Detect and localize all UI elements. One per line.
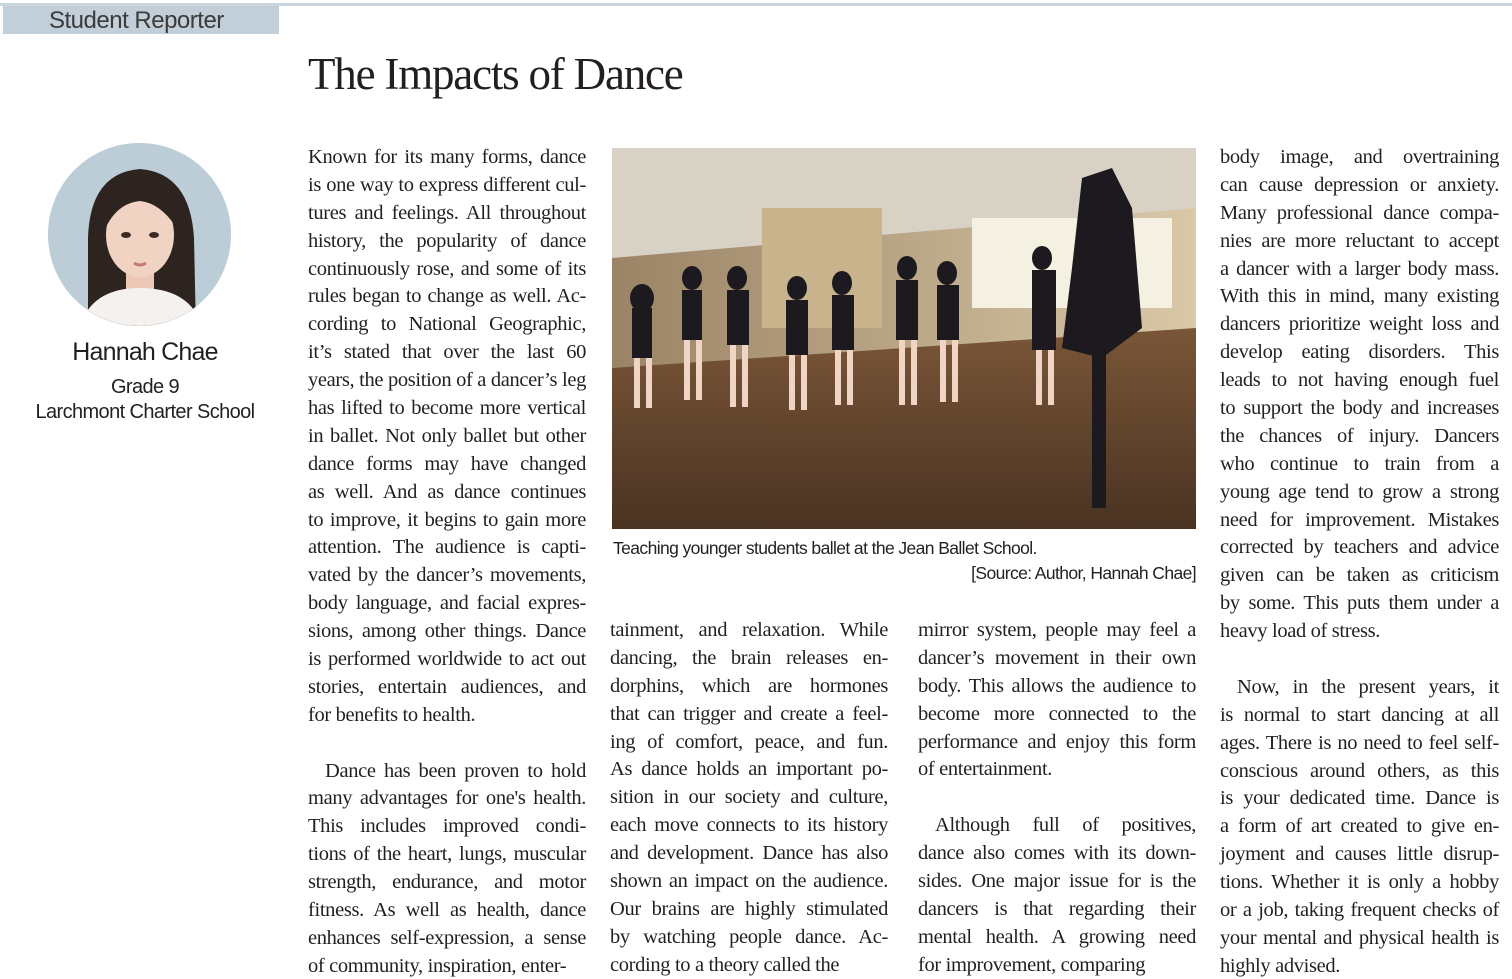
- text-line: fitness. As well as health, dance: [308, 899, 586, 922]
- article-column-3: [918, 617, 1196, 979]
- text-line: the chances of injury. Dancers: [1220, 424, 1499, 447]
- text-line: sions, among other things. Dance: [308, 620, 586, 643]
- text-line: Many professional dance compa-: [1220, 201, 1499, 224]
- text-line: as well. And as dance continues: [308, 480, 586, 503]
- text-line: develop eating disorders. This: [1220, 341, 1499, 364]
- text-line: become more connected to the: [918, 702, 1196, 725]
- author-photo: [48, 143, 231, 326]
- text-line: is your dedicated time. Dance is: [1220, 787, 1499, 810]
- text-line: sides. One major issue for is the: [918, 870, 1196, 893]
- text-line: sition in our society and culture,: [610, 786, 888, 809]
- text-line: young age tend to grow a strong: [1220, 480, 1499, 503]
- text-line: corrected by teachers and advice: [1220, 536, 1499, 559]
- text-line: Known for its many forms, dance: [308, 146, 586, 168]
- text-line: continuously rose, and some of its: [308, 257, 586, 280]
- text-line: for benefits to health.: [308, 703, 476, 726]
- text-line: joyment and causes little disrup-: [1220, 843, 1499, 866]
- text-line: many advantages for one's health.: [308, 787, 586, 810]
- text-line: for improvement, comparing: [918, 953, 1146, 976]
- text-line: is performed worldwide to act out: [308, 648, 586, 671]
- author-name: Hannah Chae: [72, 338, 218, 366]
- section-label: Student Reporter: [49, 7, 224, 34]
- text-line: dancer’s movement in their own: [918, 646, 1196, 669]
- text-line: dancers prioritize weight loss and: [1220, 313, 1499, 336]
- section-tab: [3, 6, 279, 34]
- text-line: performance and enjoy this form: [918, 730, 1196, 753]
- text-line: and development. Dance has also: [610, 842, 888, 865]
- text-line: who continue to train from a: [1220, 452, 1499, 475]
- text-line: conscious around others, as this: [1220, 759, 1499, 782]
- text-line: stories, entertain audiences, and: [308, 675, 586, 698]
- text-line: tions. Whether it is only a hobby: [1220, 871, 1499, 894]
- text-line: cording to National Geographic,: [308, 313, 586, 336]
- text-line: history, the popularity of dance: [308, 229, 586, 252]
- text-line: [308, 730, 586, 758]
- text-line: With this in mind, many existing: [1220, 285, 1499, 308]
- text-line: is normal to start dancing at all: [1220, 703, 1499, 726]
- text-line: [918, 784, 1196, 812]
- text-line: to support the body and increases: [1220, 397, 1499, 420]
- article-headline: The Impacts of Dance: [308, 49, 683, 99]
- text-line: ages. There is no need to feel self-: [1220, 731, 1499, 754]
- text-line: or a job, taking frequent checks of: [1220, 899, 1499, 922]
- text-line: given can be taken as criticism: [1220, 564, 1499, 587]
- text-line: by watching people dance. Ac-: [610, 925, 888, 948]
- text-line: dancing, the brain releases en-: [610, 646, 888, 669]
- text-line: tainment, and relaxation. While: [610, 619, 888, 641]
- text-line: to improve, it begins to gain more: [308, 508, 586, 531]
- photo-source: [Source: Author, Hannah Chae]: [971, 563, 1196, 583]
- text-line: of entertainment.: [918, 758, 1053, 781]
- text-line: by some. This puts them under a: [1220, 592, 1499, 615]
- text-line: that can trigger and create a feel-: [610, 702, 888, 725]
- text-line: mirror system, people may feel a: [918, 619, 1196, 641]
- article-photo: [612, 148, 1196, 529]
- text-line: Our brains are highly stimulated: [610, 897, 888, 920]
- text-line: cording to a theory called the: [610, 953, 840, 976]
- text-line: Dance has been proven to hold: [325, 759, 586, 782]
- text-line: dance forms may have changed: [308, 452, 586, 475]
- text-line: [1220, 646, 1499, 674]
- text-line: of community, inspiration, enter-: [308, 954, 567, 977]
- text-line: a dancer with a larger body mass.: [1220, 257, 1499, 280]
- text-line: your mental and physical health is: [1220, 926, 1499, 949]
- text-line: enhances self-expression, a sense: [308, 926, 586, 949]
- author-grade: Grade 9: [110, 376, 180, 398]
- text-line: This includes improved condi-: [308, 815, 586, 838]
- text-line: dance also comes with its down-: [918, 842, 1196, 865]
- text-line: rules began to change as well. Ac-: [308, 285, 586, 308]
- photo-caption: Teaching younger students ballet at the Jean Ballet School.: [613, 538, 1037, 558]
- text-line: shown an impact on the audience.: [610, 870, 888, 893]
- text-line: each move connects to its history: [610, 814, 888, 837]
- text-line: mental health. A growing need: [918, 925, 1196, 948]
- text-line: body. This allows the audience to: [918, 674, 1196, 697]
- text-line: attention. The audience is capti-: [308, 536, 586, 559]
- text-line: a form of art created to give en-: [1220, 815, 1499, 838]
- text-line: Although full of positives,: [935, 814, 1196, 837]
- text-line: it’s stated that over the last 60: [308, 341, 586, 364]
- text-line: dancers is that regarding their: [918, 897, 1196, 920]
- article-column-4: [1220, 144, 1499, 979]
- text-line: ing of comfort, peace, and fun.: [610, 730, 888, 753]
- text-line: body language, and facial expres-: [308, 592, 586, 615]
- text-line: tions of the heart, lungs, muscular: [308, 843, 586, 866]
- text-line: years, the position of a dancer’s leg: [308, 369, 586, 392]
- author-school: Larchmont Charter School: [35, 401, 255, 423]
- article-column-1: [308, 144, 586, 979]
- text-line: is one way to express different cul-: [308, 173, 586, 196]
- text-line: strength, endurance, and motor: [308, 871, 586, 894]
- text-line: dorphins, which are hormones: [610, 674, 888, 697]
- text-line: heavy load of stress.: [1220, 620, 1381, 643]
- text-line: tures and feelings. All throughout: [308, 201, 586, 224]
- text-line: body image, and overtraining: [1220, 146, 1499, 168]
- text-line: can cause depression or anxiety.: [1220, 173, 1499, 196]
- text-line: has lifted to become more vertical: [308, 397, 586, 420]
- text-line: leads to not having enough fuel: [1220, 369, 1499, 392]
- text-line: nies are more reluctant to accept: [1220, 229, 1499, 252]
- article-column-2: [610, 617, 888, 979]
- text-line: Now, in the present years, it: [1237, 675, 1499, 698]
- text-line: in ballet. Not only ballet but other: [308, 424, 586, 447]
- text-line: highly advised.: [1220, 954, 1341, 977]
- text-line: need for improvement. Mistakes: [1220, 508, 1499, 531]
- text-line: As dance holds an important po-: [610, 758, 888, 781]
- text-line: vated by the dancer’s movements,: [308, 564, 586, 587]
